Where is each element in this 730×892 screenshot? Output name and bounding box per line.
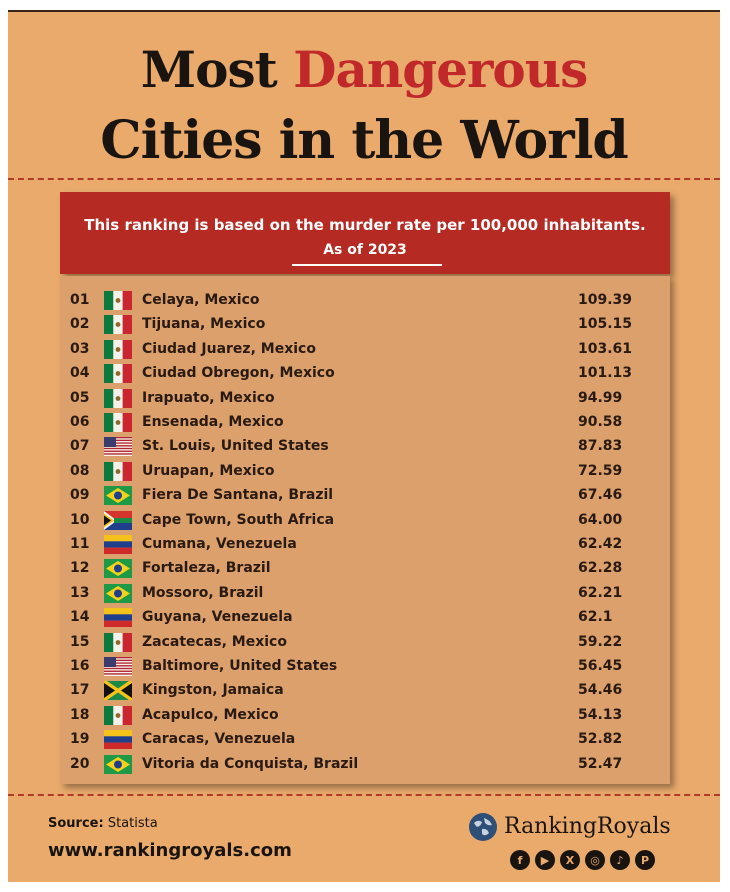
rank-number: 07 <box>70 438 90 455</box>
as-of-underline <box>292 264 442 266</box>
murder-rate: 62.28 <box>578 560 623 577</box>
social-icons <box>510 850 655 872</box>
murder-rate: 52.82 <box>578 731 623 748</box>
city-name: Ciudad Obregon, Mexico <box>142 365 335 382</box>
table-row <box>60 434 670 458</box>
rank-number: 13 <box>70 584 90 601</box>
rank-number: 19 <box>70 731 90 748</box>
murder-rate: 62.21 <box>578 584 623 601</box>
source-line: Source: Statista <box>48 816 158 831</box>
table-row <box>60 410 670 434</box>
city-name: Kingston, Jamaica <box>142 682 284 699</box>
city-name: Fortaleza, Brazil <box>142 560 271 577</box>
flag-brazil-icon <box>104 559 132 578</box>
city-name: Ciudad Juarez, Mexico <box>142 340 316 357</box>
divider-top <box>8 178 720 180</box>
murder-rate: 101.13 <box>578 365 633 382</box>
city-name: Ensenada, Mexico <box>142 414 284 430</box>
pinterest-icon[interactable]: P <box>635 850 655 870</box>
rank-number: 05 <box>70 389 90 406</box>
flag-mexico-icon <box>104 340 132 359</box>
city-name: Cape Town, South Africa <box>142 511 335 528</box>
flag-jamaica-icon <box>104 681 132 700</box>
ranking-table <box>60 276 670 784</box>
flag-brazil-icon <box>104 584 132 603</box>
infographic-poster <box>8 10 720 882</box>
rank-number: 04 <box>70 365 90 382</box>
city-name: St. Louis, United States <box>142 438 329 455</box>
rank-number: 09 <box>70 487 90 504</box>
rank-number: 15 <box>70 633 90 650</box>
murder-rate: 87.83 <box>578 438 623 455</box>
table-row <box>60 630 670 654</box>
subtitle-banner <box>60 192 670 274</box>
murder-rate: 62.42 <box>578 536 623 552</box>
city-name: Vitoria da Conquista, Brazil <box>142 755 359 772</box>
globe-icon <box>468 812 498 842</box>
rank-number: 11 <box>70 536 90 552</box>
title-line-1 <box>8 40 720 99</box>
table-row <box>60 556 670 580</box>
rank-number: 02 <box>70 316 90 333</box>
youtube-icon[interactable]: ▶ <box>535 850 555 870</box>
city-name: Caracas, Venezuela <box>142 731 296 748</box>
rank-number: 20 <box>70 755 90 772</box>
city-name: Acapulco, Mexico <box>142 706 279 723</box>
rank-number: 14 <box>70 609 90 626</box>
table-row <box>60 678 670 702</box>
flag-mexico-icon <box>104 706 132 725</box>
source-value: Statista <box>107 816 158 831</box>
instagram-icon[interactable]: ◎ <box>585 850 605 870</box>
table-row <box>60 532 670 556</box>
city-name: Fiera De Santana, Brazil <box>142 487 334 504</box>
title-word-most: Most <box>140 40 277 99</box>
rank-number: 18 <box>70 706 90 723</box>
rank-number: 10 <box>70 511 90 528</box>
murder-rate: 56.45 <box>578 658 623 674</box>
table-row <box>60 312 670 336</box>
flag-mexico-icon <box>104 315 132 334</box>
murder-rate: 105.15 <box>578 316 633 333</box>
table-row <box>60 752 670 776</box>
flag-venezuela-icon <box>104 535 132 554</box>
table-row <box>60 361 670 385</box>
as-of-date: As of 2023 <box>323 242 407 258</box>
tiktok-icon[interactable]: ♪ <box>610 850 630 870</box>
table-row <box>60 483 670 507</box>
brand-name: RankingRoyals <box>504 814 671 839</box>
flag-mexico-icon <box>104 633 132 652</box>
title-word-dangerous: Dangerous <box>293 40 588 99</box>
rank-number: 16 <box>70 658 90 674</box>
facebook-icon[interactable]: f <box>510 850 530 870</box>
flag-brazil-icon <box>104 755 132 774</box>
murder-rate: 52.47 <box>578 755 623 772</box>
city-name: Tijuana, Mexico <box>142 316 266 333</box>
murder-rate: 54.46 <box>578 682 623 699</box>
city-name: Cumana, Venezuela <box>142 536 297 552</box>
flag-mexico-icon <box>104 389 132 408</box>
flag-mexico-icon <box>104 413 132 432</box>
flag-usa-icon <box>104 657 132 676</box>
table-row <box>60 703 670 727</box>
city-name: Mossoro, Brazil <box>142 584 264 601</box>
flag-venezuela-icon <box>104 608 132 627</box>
murder-rate: 72.59 <box>578 462 623 479</box>
murder-rate: 62.1 <box>578 609 613 626</box>
flag-mexico-icon <box>104 364 132 383</box>
murder-rate: 59.22 <box>578 633 623 650</box>
city-name: Celaya, Mexico <box>142 292 260 308</box>
city-name: Irapuato, Mexico <box>142 389 275 406</box>
murder-rate: 64.00 <box>578 511 623 528</box>
rank-number: 06 <box>70 414 90 430</box>
flag-south-africa-icon <box>104 511 132 530</box>
table-row <box>60 288 670 312</box>
source-label: Source <box>48 816 99 831</box>
murder-rate: 90.58 <box>578 414 623 430</box>
murder-rate: 94.99 <box>578 389 623 406</box>
murder-rate: 67.46 <box>578 487 623 504</box>
rank-number: 01 <box>70 292 90 308</box>
divider-bottom <box>8 794 720 796</box>
flag-usa-icon <box>104 437 132 456</box>
rank-number: 17 <box>70 682 90 699</box>
murder-rate: 103.61 <box>578 340 633 357</box>
city-name: Zacatecas, Mexico <box>142 633 287 650</box>
table-row <box>60 605 670 629</box>
table-row <box>60 508 670 532</box>
flag-mexico-icon <box>104 462 132 481</box>
ranking-basis-text: This ranking is based on the murder rate per 100,000 inhabitants. <box>84 216 646 234</box>
rank-number: 08 <box>70 462 90 479</box>
table-row <box>60 654 670 678</box>
flag-mexico-icon <box>104 291 132 310</box>
city-name: Guyana, Venezuela <box>142 609 293 626</box>
title-line-2: Cities in the World <box>100 110 628 171</box>
table-row <box>60 727 670 751</box>
rank-number: 12 <box>70 560 90 577</box>
x-icon[interactable]: X <box>560 850 580 870</box>
website-link[interactable]: www.rankingroyals.com <box>48 840 292 861</box>
city-name: Uruapan, Mexico <box>142 462 275 479</box>
murder-rate: 54.13 <box>578 706 623 723</box>
table-row <box>60 386 670 410</box>
table-row <box>60 581 670 605</box>
table-row <box>60 459 670 483</box>
city-name: Baltimore, United States <box>142 658 338 674</box>
flag-brazil-icon <box>104 486 132 505</box>
murder-rate: 109.39 <box>578 292 633 308</box>
brand-logo <box>468 812 698 842</box>
rank-number: 03 <box>70 340 90 357</box>
flag-venezuela-icon <box>104 730 132 749</box>
table-row <box>60 337 670 361</box>
